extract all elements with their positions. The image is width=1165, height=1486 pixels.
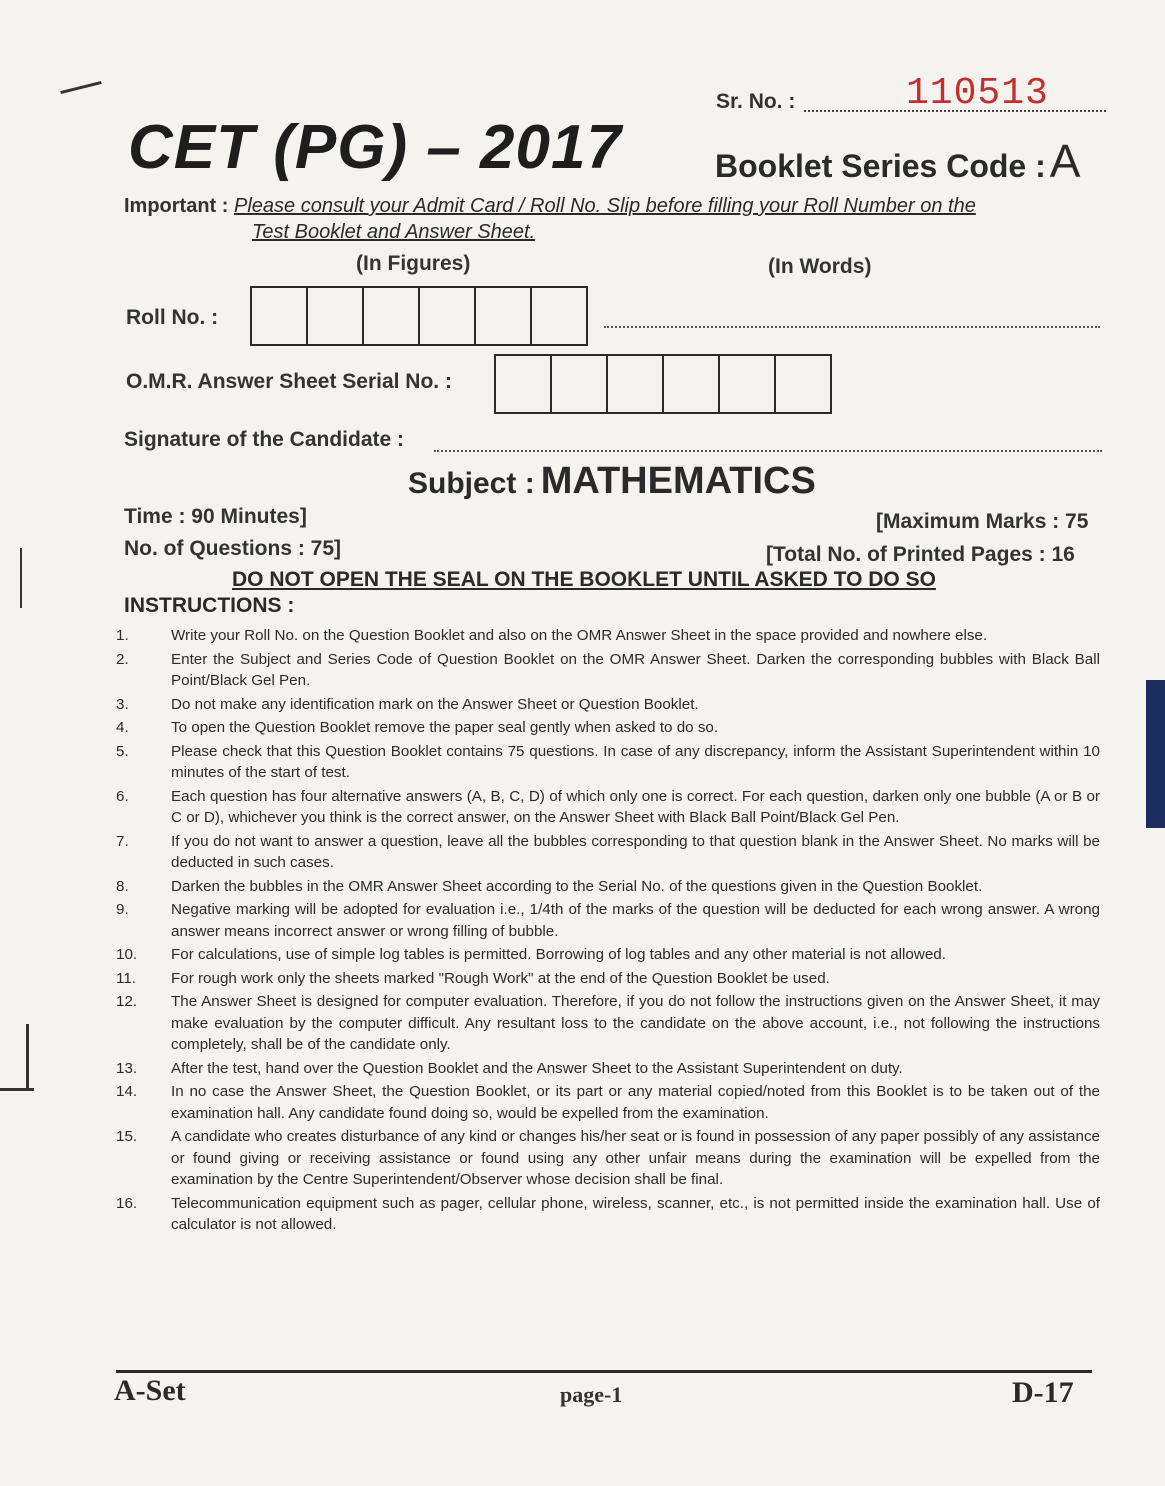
instruction-text: In no case the Answer Sheet, the Question Booklet, or its part or any material copied/noted from this Booklet is to be taken out of the examination hall. Any candidate found doing so, would be expelled from the examination. [171,1083,1100,1122]
instruction-number: 16. [116,1194,138,1212]
question-count-info: No. of Questions : 75] [124,537,342,560]
instruction-number: 5. [116,742,129,760]
instruction-text: Each question has four alternative answers (A, B, C, D) of which only one is correct. For each question, darken only one bubble (A or B or C or D), whichever you think is the correct answer, on the Answer Sheet with Black Ball Point/Black Gel Pen. [171,787,1100,826]
instruction-number: 8. [116,877,129,895]
instruction-text: Please check that this Question Booklet contains 75 questions. In case of any discrepancy, inform the Assistant Superintendent within 10 minutes of the start of test. [171,742,1100,781]
serial-number [716,72,1106,122]
instructions-list [116,625,1100,1238]
instruction-number: 9. [116,901,129,918]
roll-number-label: Roll No. : [126,306,219,329]
instruction-item [116,1081,1100,1124]
instruction-number: 6. [116,787,129,805]
omr-serial-digit-box[interactable] [664,356,720,412]
instruction-item [116,717,1100,739]
signature-line[interactable] [434,450,1102,452]
footer-page-number: page-1 [560,1382,623,1407]
in-figures-label: (In Figures) [356,252,471,275]
instruction-item [116,944,1100,966]
instruction-item [116,694,1100,716]
instruction-item [116,741,1100,784]
subject-value: MATHEMATICS [540,460,816,502]
instruction-number: 14. [116,1083,138,1100]
instruction-text: Negative marking will be adopted for evaluation i.e., 1/4th of the marks of the question will be deducted for each wrong answer. A wrong answer means incorrect answer or wrong filling of bubble. [171,901,1100,940]
margin-mark-left-lower [26,1024,29,1088]
printed-pages-info: [Total No. of Printed Pages : 16 [766,543,1075,566]
margin-mark-left-upper [20,548,22,608]
instruction-text: After the test, hand over the Question Booklet and the Answer Sheet to the Assistant Superintendent on duty. [171,1059,903,1077]
instruction-item [116,1126,1100,1191]
important-note [124,193,1104,243]
instruction-number: 10. [116,946,138,963]
instruction-item [116,968,1100,990]
instruction-item [116,876,1100,898]
important-text-line2: Test Booklet and Answer Sheet. [252,221,536,243]
roll-number-words-line[interactable] [604,326,1100,328]
omr-serial-label: O.M.R. Answer Sheet Serial No. : [126,370,452,393]
instruction-item [116,786,1100,829]
instruction-number: 4. [116,719,129,736]
instruction-number: 15. [116,1128,138,1145]
margin-mark-left-rule [0,1088,34,1091]
important-text-line1: Please consult your Admit Card / Roll No. Slip before filling your Roll Number on the [234,195,976,217]
in-words-label: (In Words) [768,255,872,278]
instruction-text: For rough work only the sheets marked "Rough Work" at the end of the Question Booklet be used. [171,969,830,987]
serial-number-value: 110513 [906,72,1049,115]
series-code-value: A [1049,135,1081,187]
omr-serial-digit-box[interactable] [776,356,830,412]
time-info: Time : 90 Minutes] [124,505,307,528]
roll-number-digit-box[interactable] [364,288,420,344]
omr-serial-digit-box[interactable] [496,356,552,412]
margin-mark-top [60,81,101,94]
instruction-number: 2. [116,650,129,668]
instructions-heading: INSTRUCTIONS : [124,594,295,617]
maximum-marks-info: [Maximum Marks : 75 [876,510,1089,533]
instruction-text: A candidate who creates disturbance of any kind or changes his/her seat or is found in possession of any paper possibly of any assistance or found giving or receiving assistance or found using any other unfair means during the examination will be expelled from the examination by the Centre Superintendent/Observer whose decision shall be final. [171,1128,1100,1188]
instruction-text: Telecommunication equipment such as pager, cellular phone, wireless, scanner, etc., is not permitted inside the examination hall. Use of calculator is not allowed. [171,1194,1100,1233]
instruction-number: 11. [116,969,136,987]
instruction-item [116,1193,1100,1236]
exam-title: CET (PG) – 2017 [128,113,622,182]
instruction-text: To open the Question Booklet remove the paper seal gently when asked to do so. [171,719,719,736]
roll-number-digit-box[interactable] [308,288,364,344]
instruction-text: If you do not want to answer a question, leave all the bubbles corresponding to that question blank in the Answer Sheet. No marks will be deducted in such cases. [171,832,1100,871]
omr-serial-digit-box[interactable] [720,356,776,412]
footer-set-label: A-Set [114,1374,186,1407]
roll-number-digit-box[interactable] [476,288,532,344]
instruction-text: Write your Roll No. on the Question Booklet and also on the OMR Answer Sheet in the space provided and nowhere else. [171,627,988,644]
roll-number-digit-box[interactable] [532,288,586,344]
instruction-text: Do not make any identification mark on the Answer Sheet or Question Booklet. [171,695,699,713]
subject-heading [408,460,816,503]
roll-number-digit-box[interactable] [420,288,476,344]
instruction-number: 3. [116,695,129,713]
instruction-number: 1. [116,627,129,644]
instruction-item [116,1058,1100,1080]
serial-number-label: Sr. No. : [716,90,796,113]
seal-warning: DO NOT OPEN THE SEAL ON THE BOOKLET UNTIL ASKED TO DO SO [232,568,936,591]
instruction-text: Enter the Subject and Series Code of Question Booklet on the OMR Answer Sheet. Darken the corresponding bubbles with Black Ball Point/Black Gel Pen. [171,650,1100,689]
instruction-number: 7. [116,832,129,850]
omr-serial-digit-box[interactable] [552,356,608,412]
signature-label: Signature of the Candidate : [124,428,405,451]
roll-number-boxes[interactable] [250,286,588,346]
subject-label: Subject : [408,467,535,500]
instruction-text: For calculations, use of simple log tables is permitted. Borrowing of log tables and any other material is not allowed. [171,946,946,963]
omr-serial-digit-box[interactable] [608,356,664,412]
instruction-number: 13. [116,1059,138,1077]
instruction-text: Darken the bubbles in the OMR Answer Sheet according to the Serial No. of the questions given in the Question Booklet. [171,877,983,895]
instruction-item [116,649,1100,692]
instruction-text: The Answer Sheet is designed for computer evaluation. Therefore, if you do not follow the instructions given on the Answer Sheet, it may make evaluation by the computer difficult. Any resultant loss to the candidate on the above account, i.e., not following the instructions completely, shall be of the candidate only. [171,993,1100,1053]
roll-number-digit-box[interactable] [252,288,308,344]
footer-code: D-17 [1012,1376,1074,1409]
instruction-number: 12. [116,993,138,1010]
booklet-series-code [715,134,1080,188]
instruction-item [116,625,1100,647]
side-binding-tab [1146,680,1165,828]
instruction-item [116,991,1100,1056]
important-label: Important : [124,195,229,217]
series-code-label: Booklet Series Code : [715,148,1046,184]
instruction-item [116,831,1100,874]
omr-serial-boxes[interactable] [494,354,832,414]
instruction-item [116,899,1100,942]
footer-rule [116,1370,1092,1373]
